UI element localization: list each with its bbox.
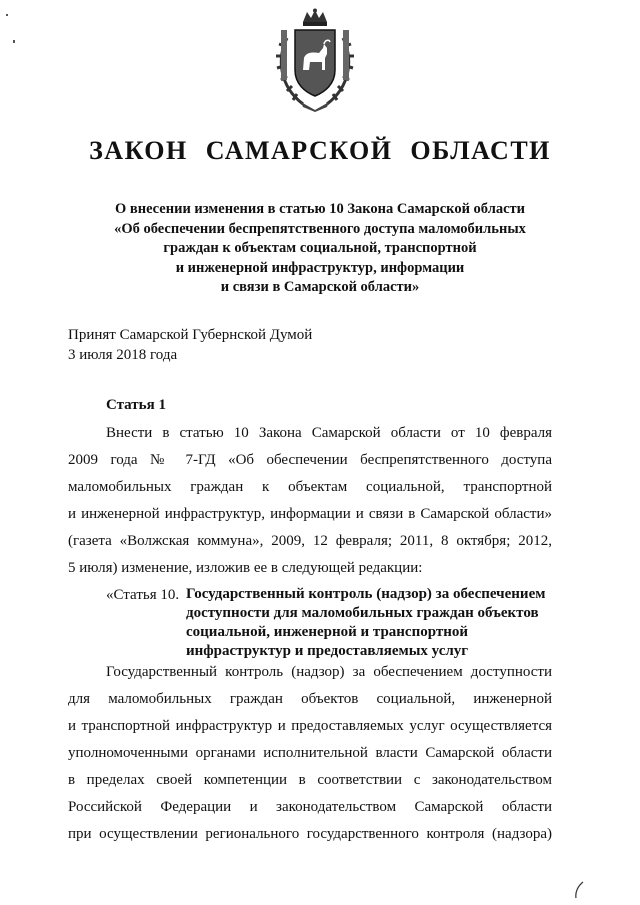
law-subtitle bbox=[95, 200, 545, 298]
quoted-title-line: доступности для маломобильных граждан объектов bbox=[186, 605, 539, 621]
quoted-text-line: в пределах своей компетенции в соответствии с законодательством bbox=[68, 772, 552, 788]
quoted-title-line: Государственный контроль (надзор) за обеспечением bbox=[186, 586, 546, 602]
subtitle-line: граждан к объектам социальной, транспортной bbox=[163, 240, 477, 256]
article-text-line: маломобильных граждан к объектам социальной, транспортной bbox=[68, 479, 552, 495]
subtitle-line: «Об обеспечении беспрепятственного доступа маломобильных bbox=[114, 220, 526, 237]
samara-coat-of-arms-icon bbox=[273, 8, 357, 112]
subtitle-line: и инженерной инфраструктур, информации bbox=[175, 259, 465, 276]
subtitle-line: и связи в Самарской области» bbox=[220, 279, 420, 295]
article-text-line: Внести в статью 10 Закона Самарской области от 10 февраля bbox=[106, 425, 552, 441]
article-text-line: (газета «Волжская коммуна», 2009, 12 февраля; 2011, 8 октября; 2012, bbox=[68, 533, 552, 549]
quoted-text-line: для маломобильных граждан объектов социальной, инженерной bbox=[68, 691, 552, 707]
handwritten-mark-icon bbox=[572, 880, 586, 900]
scan-speck bbox=[13, 40, 15, 43]
quoted-article-number: «Статья 10. bbox=[106, 587, 180, 603]
article-text-line: 5 июля) изменение, изложив ее в следующей редакции: bbox=[68, 560, 423, 576]
adoption-info bbox=[68, 325, 312, 365]
quoted-text-line: при осуществлении регионального государственного контроля (надзора) bbox=[68, 826, 552, 842]
quoted-text-line: Российской Федерации и законодательством Самарской области bbox=[68, 799, 552, 815]
adoption-date: 3 июля 2018 года bbox=[68, 347, 178, 363]
quoted-title-line: инфраструктур и предоставляемых услуг bbox=[186, 643, 469, 659]
subtitle-line: О внесении изменения в статью 10 Закона Самарской области bbox=[114, 201, 525, 217]
article-heading: Статья 1 bbox=[106, 397, 166, 413]
quoted-title-line: социальной, инженерной и транспортной bbox=[186, 624, 469, 640]
adopted-by: Принят Самарской Губернской Думой bbox=[68, 327, 313, 343]
law-title: ЗАКОН САМАРСКОЙ ОБЛАСТИ bbox=[89, 136, 551, 165]
quoted-text-line: и транспортной инфраструктур и предоставляемых услуг осуществляется bbox=[68, 718, 552, 734]
quoted-article-title bbox=[186, 585, 545, 661]
article-text-line: и инженерной инфраструктур, информации и связи в Самарской области» bbox=[68, 506, 552, 522]
article-text-line: 2009 года № 7-ГД «Об обеспечении беспрепятственного доступа bbox=[68, 452, 552, 468]
quoted-text-line: Государственный контроль (надзор) за обеспечением доступности bbox=[106, 664, 552, 680]
scan-speck bbox=[6, 14, 8, 16]
quoted-text-line: уполномоченными органами исполнительной власти Самарской области bbox=[68, 745, 552, 761]
